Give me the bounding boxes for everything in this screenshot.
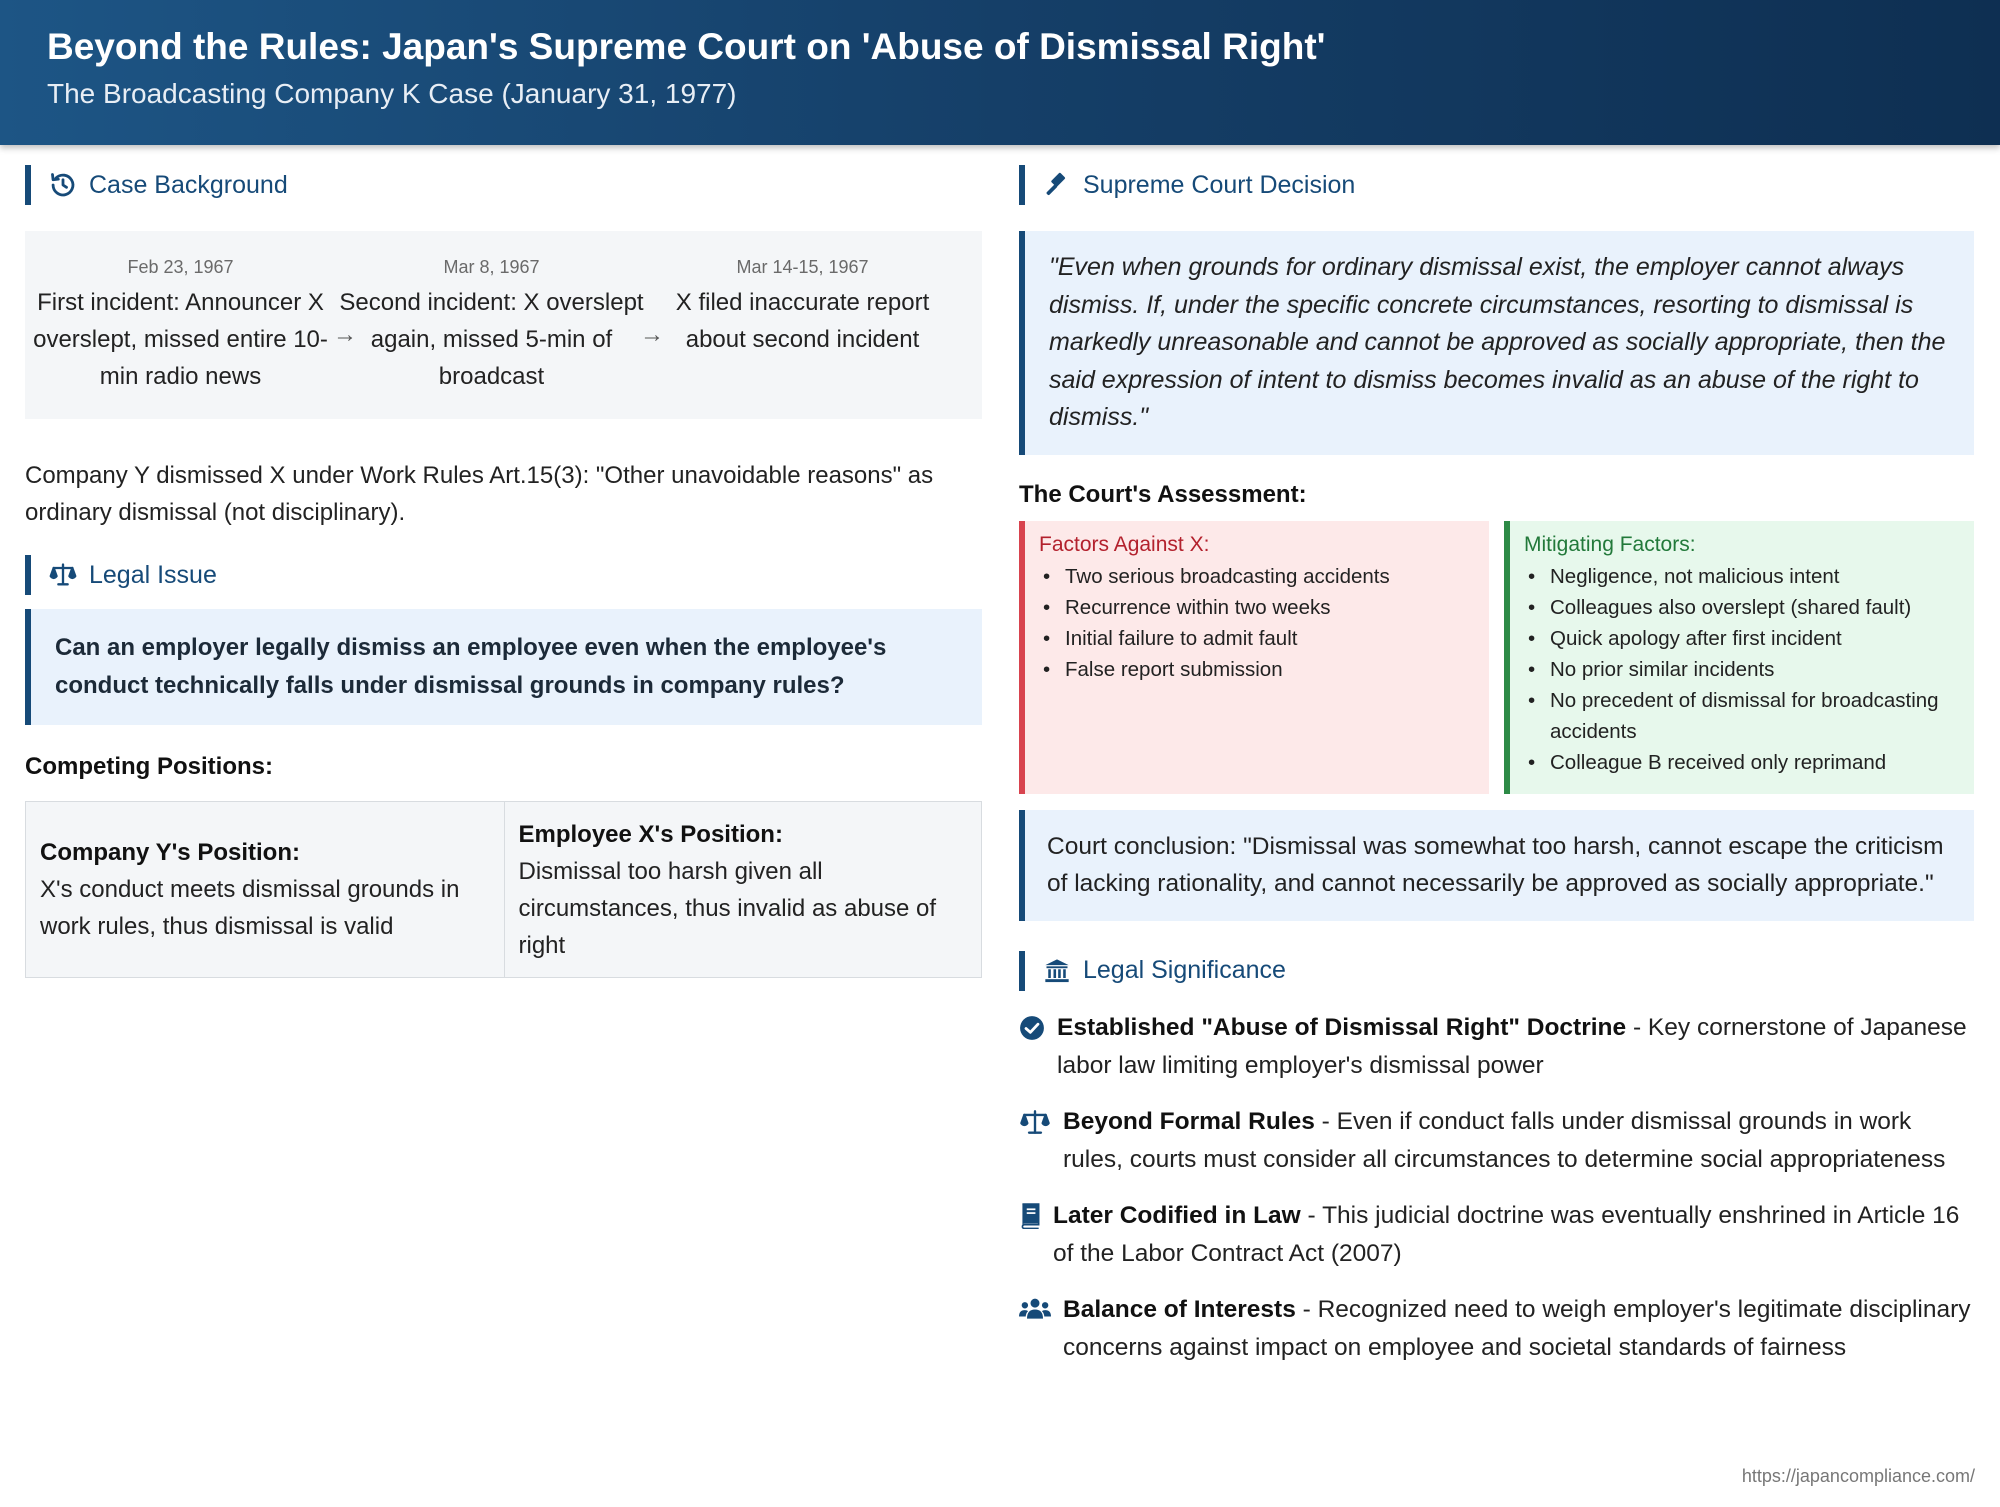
timeline-text: First incident: Announcer X overslept, missed entire 10-min radio news [33,289,328,390]
scale-icon [49,560,83,590]
list-item: • Initial failure to admit fault [1039,623,1475,654]
mitigating-factors-list [1524,561,1960,778]
list-item: • Quick apology after first incident [1524,623,1960,654]
scale-icon [1019,1109,1051,1135]
timeline-text: X filed inaccurate report about second incident [675,289,930,353]
arrow-right-icon: → [333,321,357,348]
significance-item [1019,1103,1974,1179]
timeline-text: Second incident: X overslept again, missed 5-min of broadcast [339,289,644,390]
timeline [25,231,982,419]
landmark-icon [1043,956,1077,986]
significance-bold: Later Codified in Law [1053,1201,1301,1229]
list-item: • Two serious broadcasting accidents [1039,561,1475,592]
section-title-text: Case Background [89,170,288,199]
significance-detail: - Recognized need to weigh employer's legitimate disciplinary concerns against impact on employee and societal standards of fairness [1063,1295,1971,1361]
check-circle-icon [1019,1015,1045,1041]
timeline-item [647,231,958,419]
significance-item [1019,1291,1974,1367]
page-subtitle: The Broadcasting Company K Case (January 31, 1977) [47,78,737,109]
significance-text [1057,1009,1974,1085]
factors-against-title: Factors Against X: [1039,532,1210,556]
timeline-item [336,231,647,419]
employee-position-text: Dismissal too harsh given all circumstances, thus invalid as abuse of right [518,857,937,959]
background-description: Company Y dismissed X under Work Rules Art.15(3): "Other unavoidable reasons" as ordinary dismissal (not disciplinary). [25,462,934,526]
significance-item [1019,1197,1974,1273]
factors-against [1019,521,1489,794]
timeline-date: Feb 23, 1967 [127,257,234,277]
list-item: • Recurrence within two weeks [1039,592,1475,623]
history-icon [49,170,83,200]
decision-quote: "Even when grounds for ordinary dismissal exist, the employer cannot always dismiss. If, under the specific concrete circumstances, resorting to dismissal is markedly unreasonable and cannot be approved as socially appropriate, then the said expression of intent to dismiss becomes invalid as an abuse of the right to dismiss." [1019,231,1974,455]
mitigating-factors-title: Mitigating Factors: [1524,532,1696,556]
legal-issue-question: Can an employer legally dismiss an employee even when the employee's conduct technically falls under dismissal grounds in company rules? [25,609,982,725]
competing-positions-heading: Competing Positions: [25,753,273,780]
significance-item [1019,1009,1974,1085]
assessment-heading: The Court's Assessment: [1019,480,1307,508]
list-item: • No prior similar incidents [1524,654,1960,685]
section-title-text: Legal Significance [1083,956,1286,984]
company-position-label: Company Y's Position: [40,839,300,866]
significance-bold: Beyond Formal Rules [1063,1107,1315,1135]
significance-bold: Established "Abuse of Dismissal Right" Doctrine [1057,1013,1627,1041]
significance-detail: - This judicial doctrine was eventually enshrined in Article 16 of the Labor Contract Act (2007) [1053,1201,1960,1267]
list-item: • Negligence, not malicious intent [1524,561,1960,592]
significance-detail: - Key cornerstone of Japanese labor law limiting employer's dismissal power [1057,1013,1967,1079]
left-column [25,165,982,978]
section-title-issue [25,555,982,595]
page-header [0,0,2000,145]
section-title-significance [1019,951,1974,991]
employee-position [504,802,982,977]
footer-url: https://japancompliance.com/ [1741,1466,1975,1486]
list-item: • False report submission [1039,654,1475,685]
significance-detail: - Even if conduct falls under dismissal grounds in work rules, courts must consider all circumstances to determine social appropriateness [1063,1107,1946,1173]
list-item: • Colleague B received only reprimand [1524,747,1960,778]
gavel-icon [1043,170,1077,200]
significance-list [1019,1009,1974,1367]
book-icon [1019,1203,1041,1229]
mitigating-factors [1504,521,1974,794]
page-title: Beyond the Rules: Japan's Supreme Court on 'Abuse of Dismissal Right' [47,26,1326,67]
timeline-date: Mar 14-15, 1967 [736,257,869,277]
section-title-text: Legal Issue [89,560,217,589]
timeline-date: Mar 8, 1967 [443,257,540,277]
company-position-text: X's conduct meets dismissal grounds in work rules, thus dismissal is valid [40,876,460,940]
list-item: • No precedent of dismissal for broadcasting accidents [1524,685,1960,747]
list-item: • Colleagues also overslept (shared fault) [1524,592,1960,623]
section-title-text: Supreme Court Decision [1083,170,1356,199]
company-position [26,802,504,977]
right-column [1019,165,1974,1385]
section-title-decision [1019,165,1974,205]
positions-table [25,801,982,978]
significance-text [1063,1291,1974,1367]
section-title-background [25,165,982,205]
employee-position-label: Employee X's Position: [518,820,783,848]
significance-text [1063,1103,1974,1179]
significance-text [1053,1197,1974,1273]
users-icon [1019,1297,1051,1321]
factors-against-list [1039,561,1475,685]
assessment-factors [1019,521,1974,794]
court-conclusion: Court conclusion: "Dismissal was somewhat too harsh, cannot escape the criticism of lacking rationality, and cannot necessarily be approved as socially appropriate." [1019,810,1974,921]
significance-bold: Balance of Interests [1063,1295,1296,1323]
timeline-item [25,231,336,419]
arrow-right-icon: → [640,321,664,348]
